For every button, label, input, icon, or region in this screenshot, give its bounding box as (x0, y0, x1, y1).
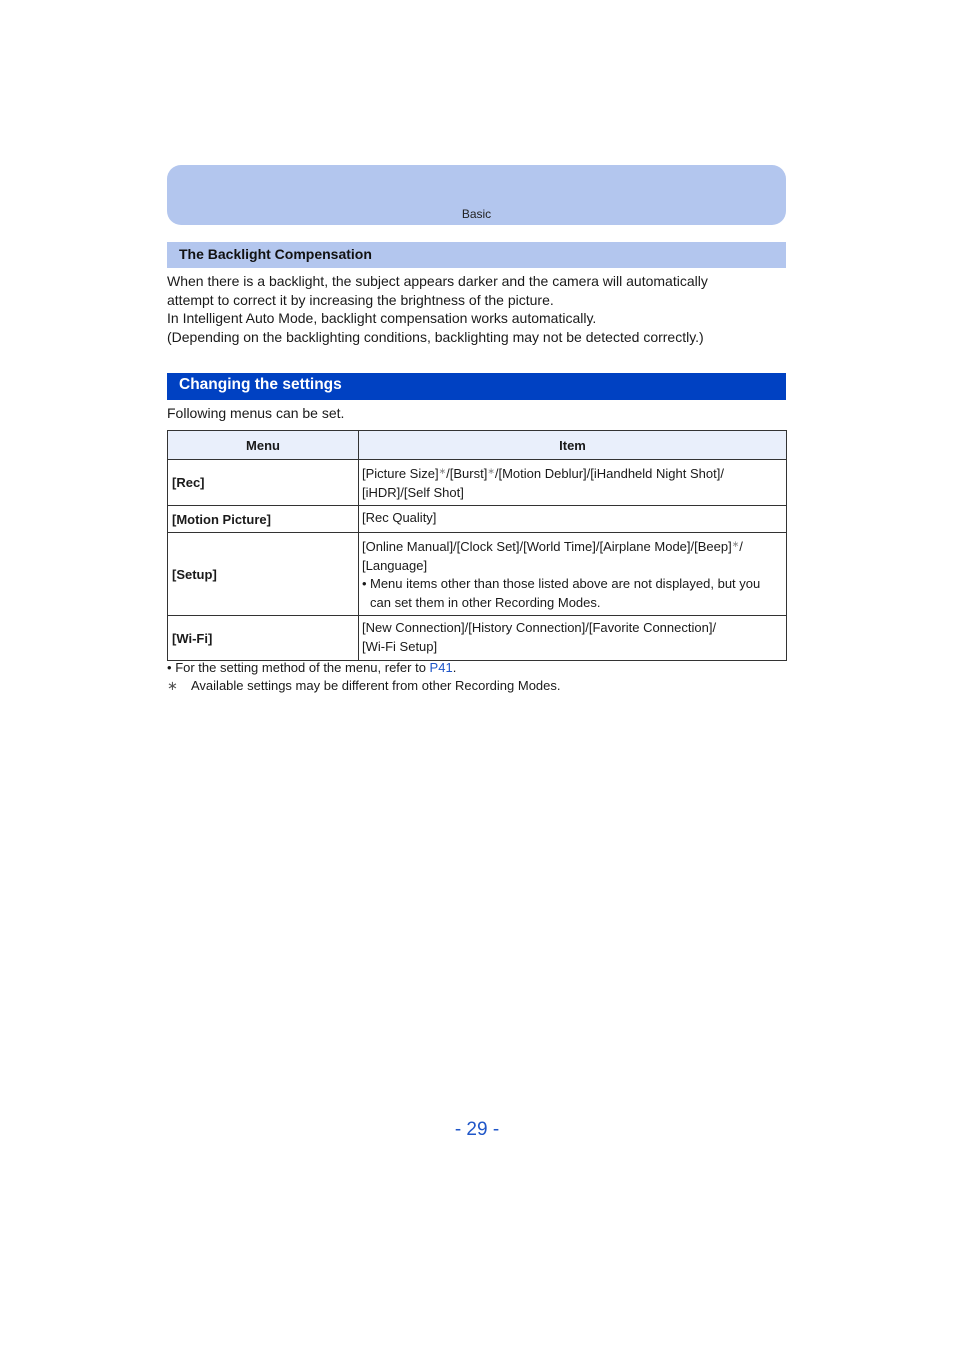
asterisk-icon: ∗ (167, 678, 178, 693)
column-header-item: Item (359, 431, 787, 460)
menu-cell: [Setup] (168, 533, 359, 616)
menu-cell: [Rec] (168, 460, 359, 506)
item-line: [New Connection]/[History Connection]/[Favorite Connection]/ (362, 620, 717, 635)
bullet-icon: • (362, 576, 367, 591)
item-cell (359, 533, 787, 616)
description-line: attempt to correct it by increasing the brightness of the picture. (167, 291, 554, 308)
settings-intro: Following menus can be set. (167, 405, 345, 421)
asterisk-mark: ∗ (487, 466, 495, 476)
page-number: - 29 - (454, 1119, 500, 1140)
note-line: can set them in other Recording Modes. (370, 594, 601, 610)
item-cell (359, 616, 787, 661)
page-link-p41[interactable]: P41 (429, 660, 453, 675)
section-heading-backlight (167, 242, 786, 268)
asterisk-mark: ∗ (731, 539, 740, 549)
table-row (168, 616, 787, 661)
section-title-settings: Changing the settings (179, 376, 342, 393)
note-line: Menu items other than those listed above are not displayed, but you (370, 576, 761, 591)
footnote-refer: • For the setting method of the menu, refer to P41. (167, 660, 457, 675)
item-line: [Online Manual]/[Clock Set]/[World Time]/[Airplane Mode]/[Beep]∗/ (362, 539, 743, 554)
item-cell: [Rec Quality] (359, 506, 787, 533)
setup-note (362, 575, 782, 612)
asterisk-note-text: Available settings may be different from other Recording Modes. (191, 678, 561, 693)
table-header-row (168, 431, 787, 460)
item-line: [iHDR]/[Self Shot] (362, 484, 464, 500)
table-row (168, 506, 787, 533)
backlight-description (167, 272, 807, 346)
column-header-menu: Menu (168, 431, 359, 460)
menu-cell: [Wi-Fi] (168, 616, 359, 661)
description-line: When there is a backlight, the subject appears darker and the camera will automatically (167, 273, 708, 289)
description-line: (Depending on the backlighting conditions, backlighting may not be detected correctly.) (167, 328, 704, 345)
menu-table (167, 430, 787, 661)
item-line: [Wi-Fi Setup] (362, 638, 438, 654)
section-title-backlight: The Backlight Compensation (179, 246, 372, 262)
bullet-icon: • (167, 660, 172, 675)
asterisk-mark: ∗ (438, 466, 447, 476)
chapter-header-band (167, 165, 786, 225)
table-row (168, 533, 787, 616)
item-line: [Language] (362, 557, 428, 573)
refer-text: For the setting method of the menu, refer to (175, 660, 430, 675)
footnote-asterisk (167, 678, 561, 694)
menu-cell: [Motion Picture] (168, 506, 359, 533)
chapter-label: Basic (461, 207, 492, 221)
table-row (168, 460, 787, 506)
section-heading-settings (167, 373, 786, 400)
item-cell (359, 460, 787, 506)
item-line: [Picture Size]∗/[Burst]∗/[Motion Deblur]/[iHandheld Night Shot]/ (362, 466, 724, 481)
description-line: In Intelligent Auto Mode, backlight compensation works automatically. (167, 310, 597, 326)
